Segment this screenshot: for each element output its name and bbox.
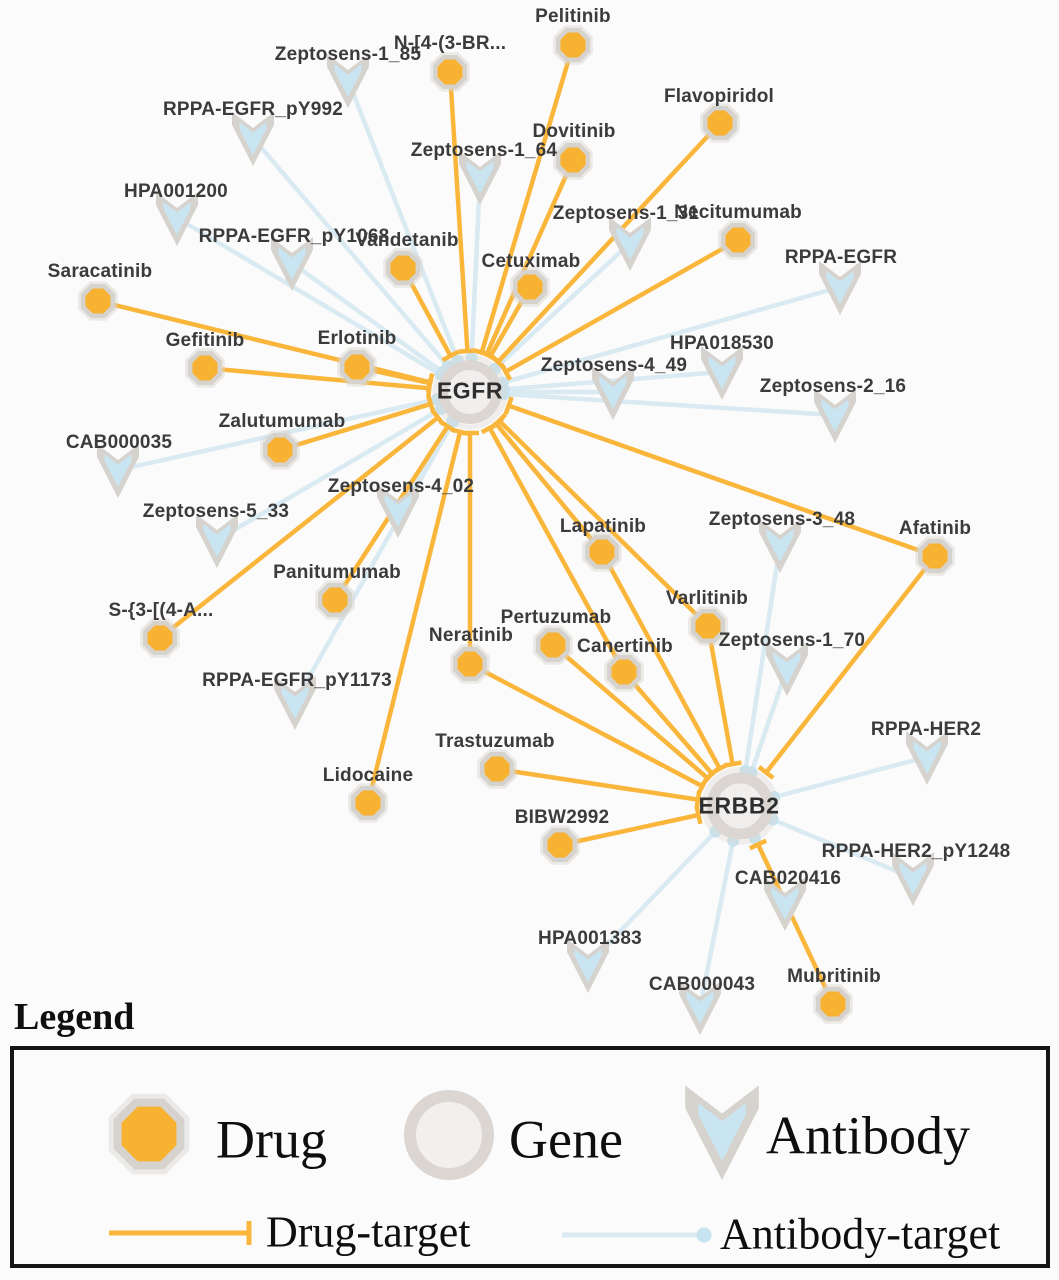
node-label-bibw2992: BIBW2992 [514, 807, 610, 828]
drug-node-panitumumab[interactable] [320, 585, 350, 615]
node-label-flavopiridol: Flavopiridol [663, 86, 775, 107]
node-label-hpa018530: HPA018530 [670, 333, 774, 354]
drug-node-erlotinib[interactable] [342, 352, 372, 382]
drug-node-vandetanib[interactable] [388, 253, 418, 283]
node-label-panitumumab: Panitumumab [273, 562, 401, 583]
node-label-cetuximab: Cetuximab [481, 251, 581, 272]
node-label-trastuzumab: Trastuzumab [435, 731, 555, 752]
legend-drug-label: Drug [216, 1109, 327, 1170]
node-label-cab020416: CAB020416 [734, 868, 842, 889]
node-label-rppa-her2-py1248: RPPA-HER2_pY1248 [821, 841, 1011, 862]
drug-node-necitumumab[interactable] [723, 225, 753, 255]
antibody-target-edge [295, 416, 459, 702]
drug-node-trastuzumab[interactable] [482, 754, 512, 784]
node-label-hpa001200: HPA001200 [124, 181, 228, 202]
legend-box [10, 1046, 1050, 1268]
node-label-rppa-egfr-py1173: RPPA-EGFR_pY1173 [202, 670, 392, 691]
drug-node-saracatinib[interactable] [83, 286, 113, 316]
antibody-target-edge [348, 80, 464, 366]
node-label-gefitinib: Gefitinib [165, 330, 245, 351]
node-label-zeptosens-1-64: Zeptosens-1_64 [410, 140, 558, 161]
node-label-cab000043: CAB000043 [648, 974, 756, 995]
node-label-zeptosens-4-49: Zeptosens-4_49 [540, 355, 688, 376]
node-label-saracatinib: Saracatinib [47, 261, 153, 282]
node-label-rppa-egfr-py992: RPPA-EGFR_pY992 [162, 99, 344, 120]
node-label-n-4-3-br: N-[4-(3-BR... [393, 33, 507, 54]
node-label-rppa-her2: RPPA-HER2 [870, 719, 982, 740]
node-label-necitumumab: Necitumumab [674, 202, 802, 223]
node-label-egfr: EGFR [436, 377, 504, 404]
node-label-zeptosens-1-85: Zeptosens-1_85 [274, 44, 422, 65]
drug-node-bibw2992[interactable] [545, 830, 575, 860]
antibody-node-rppa-egfr[interactable] [819, 261, 861, 315]
node-label-zeptosens-1-31: Zeptosens-1_31 [552, 203, 700, 224]
drug-target-edge [497, 769, 699, 809]
node-label-zeptosens-1-70: Zeptosens-1_70 [718, 630, 866, 651]
node-label-lidocaine: Lidocaine [322, 765, 414, 786]
legend-drug-target-label: Drug-target [266, 1207, 471, 1257]
node-label-rppa-egfr-py1068: RPPA-EGFR_pY1068 [198, 226, 390, 247]
node-label-neratinib: Neratinib [428, 625, 514, 646]
drug-node-s-3-4-a[interactable] [145, 623, 175, 653]
node-label-lapatinib: Lapatinib [559, 516, 647, 537]
drug-target-edge [624, 672, 719, 780]
antibody-node-zeptosens-1-31[interactable] [609, 217, 651, 271]
drug-node-afatinib[interactable] [920, 541, 950, 571]
node-label-zeptosens-3-48: Zeptosens-3_48 [708, 509, 856, 530]
node-label-vandetanib: Vandetanib [355, 230, 459, 251]
drug-node-lapatinib[interactable] [587, 537, 617, 567]
node-label-afatinib: Afatinib [898, 518, 972, 539]
antibody-target-line-icon [560, 1218, 720, 1252]
drug-node-neratinib[interactable] [455, 649, 485, 679]
node-label-hpa001383: HPA001383 [538, 928, 642, 949]
node-label-erlotinib: Erlotinib [317, 328, 397, 349]
antibody-target-edge [768, 757, 927, 803]
node-label-varlitinib: Varlitinib [665, 588, 749, 609]
node-label-zalutumumab: Zalutumumab [218, 411, 346, 432]
drug-node-canertinib[interactable] [609, 657, 639, 687]
legend-title: Legend [14, 996, 135, 1038]
node-label-pertuzumab: Pertuzumab [500, 607, 612, 628]
gene-circle-icon [399, 1085, 499, 1185]
drug-node-dovitinib[interactable] [558, 145, 588, 175]
node-label-dovitinib: Dovitinib [532, 121, 616, 142]
drug-node-flavopiridol[interactable] [705, 108, 735, 138]
drug-node-gefitinib[interactable] [190, 353, 220, 383]
node-label-rppa-egfr: RPPA-EGFR [784, 247, 898, 268]
drug-node-pelitinib[interactable] [558, 30, 588, 60]
drug-node-pertuzumab[interactable] [538, 630, 568, 660]
node-label-mubritinib: Mubritinib [787, 966, 881, 987]
node-label-cab000035: CAB000035 [65, 432, 173, 453]
node-label-s-3-4-a: S-{3-[(4-A... [108, 600, 214, 621]
legend-antibody-label: Antibody [766, 1105, 971, 1166]
node-label-zeptosens-2-16: Zeptosens-2_16 [759, 376, 907, 397]
node-label-erbb2: ERBB2 [698, 792, 780, 819]
drug-node-mubritinib[interactable] [818, 989, 848, 1019]
drug-target-line-icon [107, 1216, 257, 1250]
drug-octagon-icon [95, 1080, 203, 1188]
drug-node-cetuximab[interactable] [515, 272, 545, 302]
drug-node-lidocaine[interactable] [353, 788, 383, 818]
legend-antibody-target-label: Antibody-target [720, 1209, 1001, 1259]
node-label-pelitinib: Pelitinib [535, 6, 611, 27]
node-label-zeptosens-5-33: Zeptosens-5_33 [142, 501, 290, 522]
node-label-canertinib: Canertinib [577, 636, 673, 657]
node-label-zeptosens-4-02: Zeptosens-4_02 [327, 476, 475, 497]
antibody-chevron-icon [670, 1079, 774, 1183]
drug-node-zalutumumab[interactable] [265, 435, 295, 465]
legend-gene-label: Gene [509, 1109, 623, 1170]
drug-node-n-4-3-br[interactable] [435, 57, 465, 87]
